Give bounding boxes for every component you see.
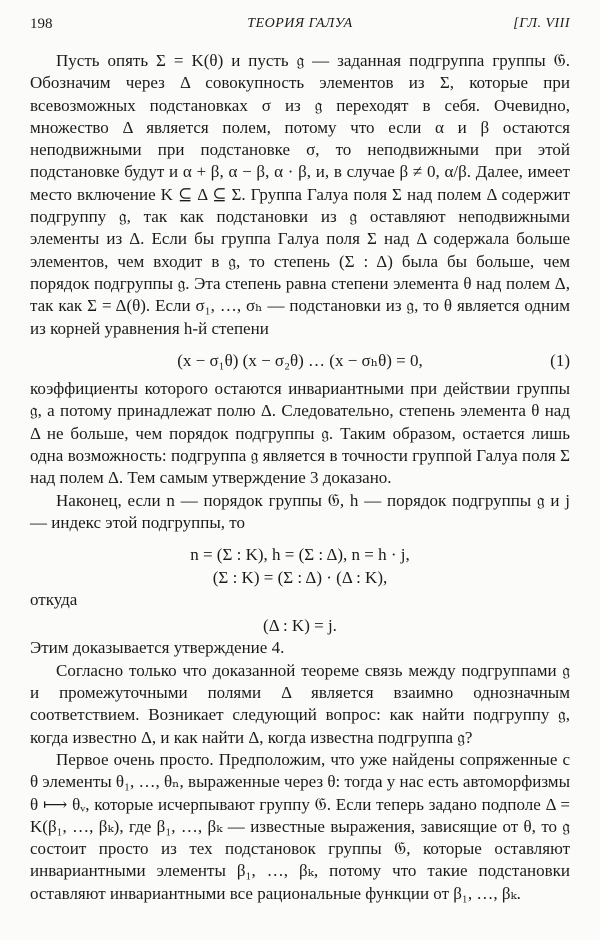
equation-3: (Δ : K) = j. — [263, 616, 337, 636]
paragraph-2: коэффициенты которого остаются инвариантными при действии группы 𝔤, а потому принадлежат полю Δ. Следовательно, степень элемента θ над Δ не больше, чем порядок подгруппы 𝔤. Таким образом, остается лишь одна возможность: подгруппа 𝔤 является в точности группой Галуа поля Σ над полем Δ. Тем самым утверждение 3 доказано. — [30, 379, 570, 488]
equation-1-number: (1) — [550, 350, 570, 370]
paragraph-3: Наконец, если n — порядок группы 𝔊, h — порядок подгруппы 𝔤 и j — индекс этой подгруппы, то — [30, 490, 570, 532]
paragraph-1: Пусть опять Σ = K(θ) и пусть 𝔤 — заданная подгруппа группы 𝔊. Обозначим через Δ совокупность элементов из Σ, которые при всевозможных подстановках σ из 𝔤 переходят в себя. Очевидно, множество Δ является полем, потому что если α и β остаются неподвижными при подстановке σ, то неподвижными при этой подстановке будут и α + β, α − β, α · β, и, в случае β ≠ 0, α/β. Далее, имеет место включение K ⊆ Δ ⊆ Σ. Группа Галуа поля Σ над полем Δ содержит подгруппу 𝔤, так как подстановки из 𝔤 оставляют неподвижными элементы из Δ. Если бы группа Галуа поля Σ над Δ содержала больше элементов, чем входит в 𝔤, то степень (Σ : Δ) была бы больше, чем порядок подгруппы 𝔤. Эта степень равна степени элемента θ над полем Δ, так как Σ = Δ(θ). Если σ₁, …, σₕ — подстановки из 𝔤, то θ является одним из корней уравнения h-й степени — [30, 51, 570, 338]
equation-1 — [30, 350, 570, 372]
paragraph-4: Этим доказывается утверждение 4. — [30, 638, 285, 658]
chapter-label: [ГЛ. VIII — [513, 16, 570, 31]
running-title: ТЕОРИЯ ГАЛУА — [247, 16, 353, 31]
running-header — [30, 16, 570, 38]
paragraph-5: Согласно только что доказанной теореме связь между подгруппами 𝔤 и промежуточными полями Δ является взаимно однозначным соответствием. Возникает следующий вопрос: как найти подгруппу 𝔤, когда известно Δ, и как найти Δ, когда известна подгруппа 𝔤? — [30, 660, 570, 747]
equation-2-line-1: n = (Σ : K), h = (Σ : Δ), n = h · j, — [190, 545, 410, 565]
paragraph-6: Первое очень просто. Предположим, что уже найдены сопряженные с θ элементы θ₁, …, θₙ, выраженные через θ: тогда у нас есть автоморфизмы θ ⟼ θᵥ, которые исчерпывают группу 𝔊. Если теперь задано подполе Δ = K(β₁, …, βₖ), где β₁, …, βₖ — известные выражения, зависящие от θ, то 𝔤 состоит просто из тех подстановок группы 𝔊, которые оставляют инвариантными элементы β₁, …, βₖ, потому что такие подстановки оставляют инвариантными все рациональные функции от β₁, …, βₖ. — [30, 749, 570, 903]
page-body — [30, 50, 570, 905]
paragraph-whence: откуда — [30, 589, 78, 609]
page-number: 198 — [30, 16, 53, 32]
equation-1-body: (x − σ₁θ) (x − σ₂θ) … (x − σₕθ) = 0, — [177, 350, 423, 370]
equation-2-line-2: (Σ : K) = (Σ : Δ) · (Δ : K), — [212, 567, 388, 587]
